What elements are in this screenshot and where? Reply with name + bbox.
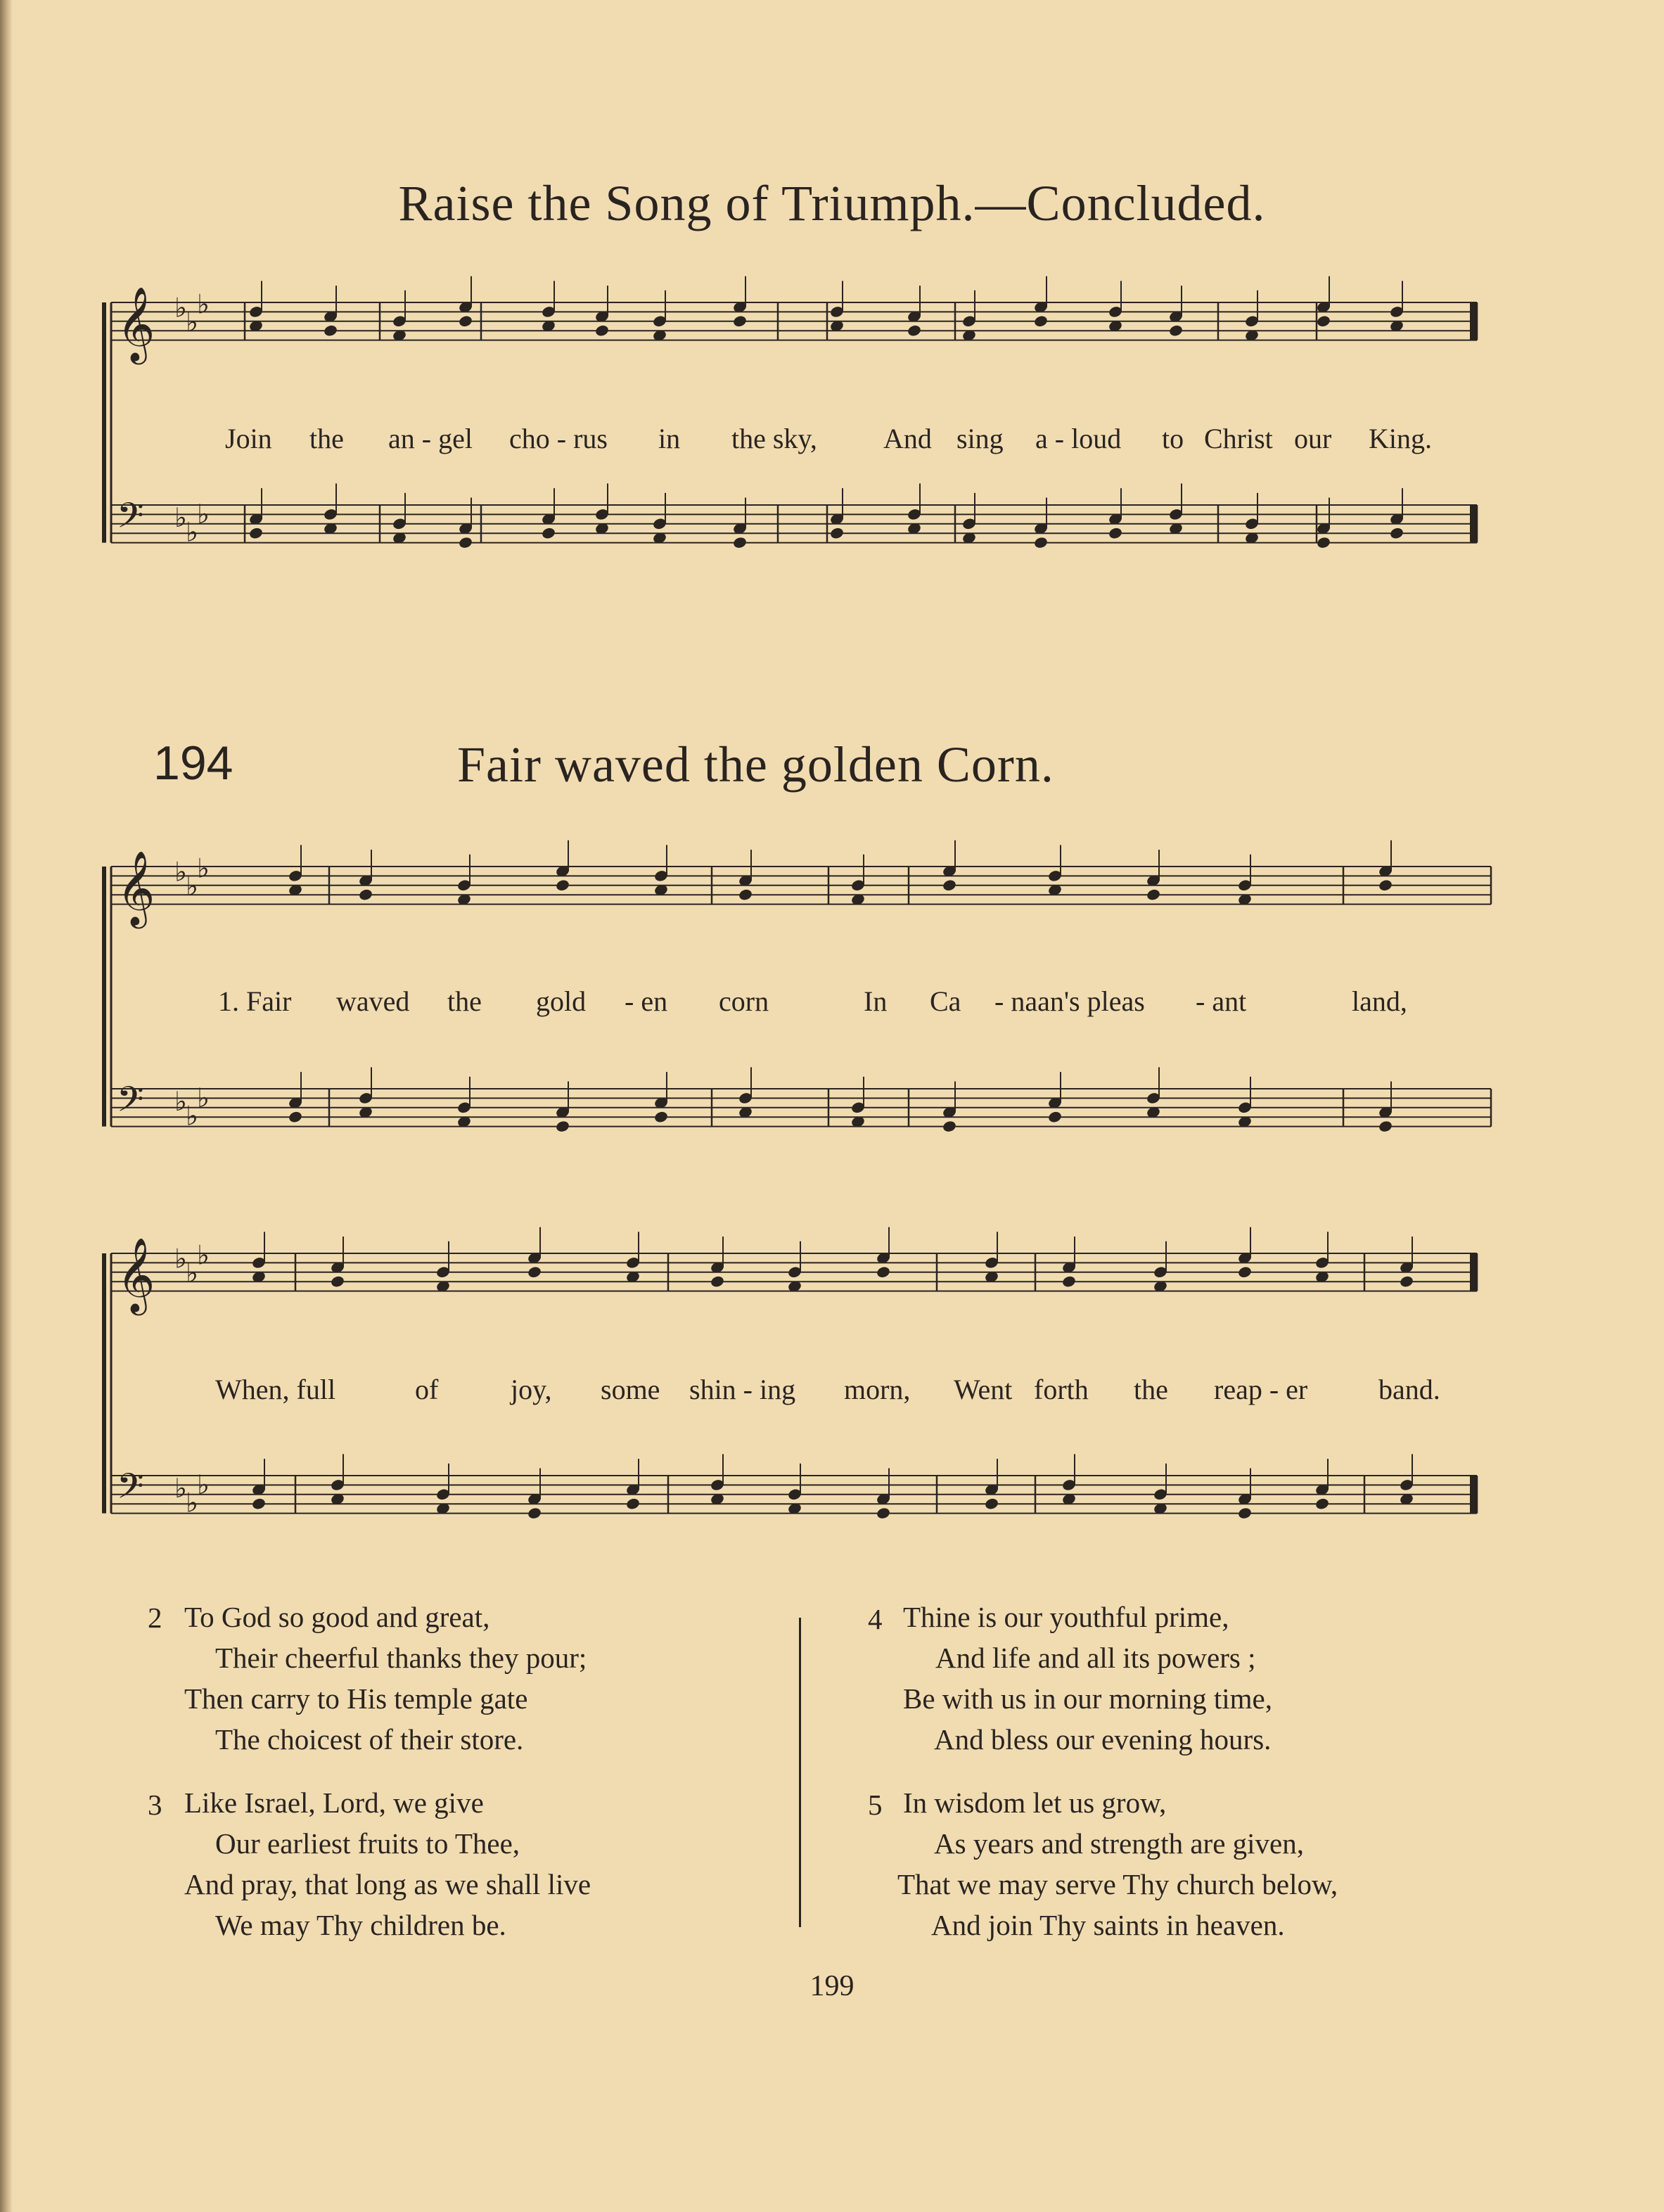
bass-clef: 𝄢 [117, 495, 144, 545]
note-head [1316, 314, 1331, 328]
lyric-syllable: When, full [215, 1374, 336, 1405]
note-head [1378, 1120, 1393, 1133]
final-barline [1470, 1476, 1477, 1514]
final-barline [1470, 1253, 1477, 1291]
note-head [555, 1120, 570, 1133]
lyric-syllable: of [415, 1374, 439, 1405]
note-head [625, 1497, 641, 1511]
lyric-syllable: - ant [1196, 985, 1247, 1017]
lyric-syllable: the [309, 423, 344, 454]
lyric-syllable: 1. Fair [218, 985, 292, 1017]
treble-clef: 𝄞 [117, 286, 155, 362]
note-head [288, 1111, 303, 1124]
verse-number: 5 [868, 1789, 883, 1821]
note-head [541, 527, 556, 540]
verse-number: 2 [148, 1602, 162, 1634]
note-head [876, 1507, 891, 1520]
final-barline [1470, 505, 1477, 543]
note-head [1033, 536, 1049, 549]
flat-sign: ♭ [174, 1085, 187, 1117]
flat-sign: ♭ [174, 292, 187, 324]
note-head [458, 314, 473, 328]
note-head [248, 527, 264, 540]
note-head [358, 888, 373, 902]
lyric-syllable: Join [225, 423, 272, 454]
flat-sign: ♭ [186, 871, 198, 902]
treble-clef: 𝄞 [117, 1236, 155, 1312]
note-head [710, 1275, 725, 1289]
lyric-syllable: cho - rus [509, 423, 608, 454]
note-head [1314, 1497, 1330, 1511]
note-head [1378, 878, 1393, 892]
note-head [527, 1507, 542, 1520]
lyric-syllable: the [1134, 1374, 1168, 1405]
lyric-syllable: some [601, 1374, 660, 1405]
hymn-number: 194 [153, 736, 233, 790]
lyric-syllable: forth [1034, 1374, 1089, 1405]
verse-line: In wisdom let us grow, [903, 1786, 1167, 1819]
note-head [732, 314, 748, 328]
lyric-syllable: In [864, 985, 888, 1017]
lyric-syllable: And [883, 423, 932, 454]
lyric-syllable: the sky, [731, 423, 817, 454]
note-head [1316, 536, 1331, 549]
lyric-syllable: Went [954, 1374, 1013, 1405]
verse-line: Like Israel, Lord, we give [184, 1786, 484, 1819]
note-head [1061, 1275, 1077, 1289]
verse-line: Then carry to His temple gate [184, 1682, 528, 1715]
final-barline [1470, 302, 1477, 340]
verse-number: 4 [868, 1603, 883, 1635]
flat-sign: ♭ [186, 1258, 198, 1289]
lyric-syllable: land, [1352, 985, 1407, 1017]
verse-column-divider [799, 1618, 801, 1927]
lyric-syllable: our [1294, 423, 1332, 454]
hymn-title: Fair waved the golden Corn. [457, 736, 1054, 793]
verse-line: Be with us in our morning time, [903, 1682, 1272, 1715]
note-head [251, 1497, 267, 1511]
flat-sign: ♭ [174, 1243, 187, 1274]
note-head [732, 536, 748, 549]
lyric-syllable: the [447, 985, 482, 1017]
note-head [1237, 1507, 1253, 1520]
note-head [907, 324, 922, 338]
lyric-syllable: to [1162, 423, 1184, 454]
note-head [1047, 1111, 1063, 1124]
flat-sign: ♭ [174, 1472, 187, 1504]
lyric-syllable: a - loud [1035, 423, 1122, 454]
verse-line: And life and all its powers ; [935, 1642, 1256, 1674]
flat-sign: ♭ [186, 516, 198, 548]
lyric-syllable: waved [336, 985, 410, 1017]
note-head [942, 1120, 957, 1133]
note-head [1237, 1265, 1253, 1279]
lyric-syllable: in [658, 423, 681, 454]
verse-line: Our earliest fruits to Thee, [215, 1827, 520, 1860]
lyric-syllable: gold [536, 985, 587, 1017]
continued-hymn-title: Raise the Song of Triumph.—Concluded. [398, 175, 1266, 231]
note-head [527, 1265, 542, 1279]
bass-clef: 𝄢 [117, 1466, 144, 1516]
flat-sign: ♭ [197, 1082, 210, 1113]
verse-line: And bless our evening hours. [934, 1723, 1272, 1756]
lyric-syllable: joy, [511, 1374, 552, 1405]
bass-clef: 𝄢 [117, 1079, 144, 1129]
note-head [555, 878, 570, 892]
verse-line: We may Thy children be. [215, 1909, 506, 1941]
verse-line: That we may serve Thy church below, [897, 1868, 1338, 1900]
lyric-syllable: Ca [930, 985, 961, 1017]
note-head [984, 1497, 999, 1511]
verse-line: To God so good and great, [184, 1601, 490, 1633]
verse-number: 3 [148, 1789, 162, 1821]
note-head [738, 888, 753, 902]
lyric-syllable: - naan's pleas [994, 985, 1145, 1017]
verse-line: As years and strength are given, [934, 1827, 1304, 1860]
lyric-syllable: corn [719, 985, 769, 1017]
page-number: 199 [809, 1970, 855, 2002]
lyric-syllable: King. [1369, 423, 1432, 454]
lyric-syllable: morn, [844, 1374, 911, 1405]
verse-line: And join Thy saints in heaven. [931, 1909, 1285, 1941]
note-head [876, 1265, 891, 1279]
flat-sign: ♭ [174, 856, 187, 888]
flat-sign: ♭ [186, 1487, 198, 1519]
note-head [1168, 324, 1184, 338]
flat-sign: ♭ [197, 852, 210, 884]
note-head [330, 1275, 345, 1289]
verse-line: And pray, that long as we shall live [184, 1868, 591, 1900]
lyric-syllable: sing [956, 423, 1004, 454]
flat-sign: ♭ [186, 307, 198, 338]
verse-line: Their cheerful thanks they pour; [215, 1642, 587, 1674]
note-head [653, 1111, 669, 1124]
note-head [1033, 314, 1049, 328]
lyric-syllable: band. [1378, 1374, 1440, 1405]
flat-sign: ♭ [197, 498, 210, 530]
note-head [1146, 888, 1161, 902]
flat-sign: ♭ [197, 288, 210, 320]
lyric-syllable: - en [625, 985, 668, 1017]
flat-sign: ♭ [197, 1469, 210, 1500]
treble-clef: 𝄞 [117, 850, 155, 926]
note-head [829, 527, 845, 540]
lyric-syllable: an - gel [388, 423, 473, 454]
lyric-syllable: reap - er [1214, 1374, 1308, 1405]
lyric-syllable: Christ [1204, 423, 1273, 454]
lyric-syllable: shin - ing [689, 1374, 796, 1405]
note-head [1399, 1275, 1414, 1289]
flat-sign: ♭ [197, 1239, 210, 1271]
note-head [1389, 527, 1404, 540]
note-head [458, 536, 473, 549]
note-head [942, 878, 957, 892]
note-head [594, 324, 610, 338]
flat-sign: ♭ [186, 1100, 198, 1132]
note-head [1108, 527, 1123, 540]
verse-line: The choicest of their store. [215, 1723, 524, 1756]
verse-line: Thine is our youthful prime, [903, 1601, 1229, 1633]
flat-sign: ♭ [174, 501, 187, 533]
note-head [323, 324, 338, 338]
